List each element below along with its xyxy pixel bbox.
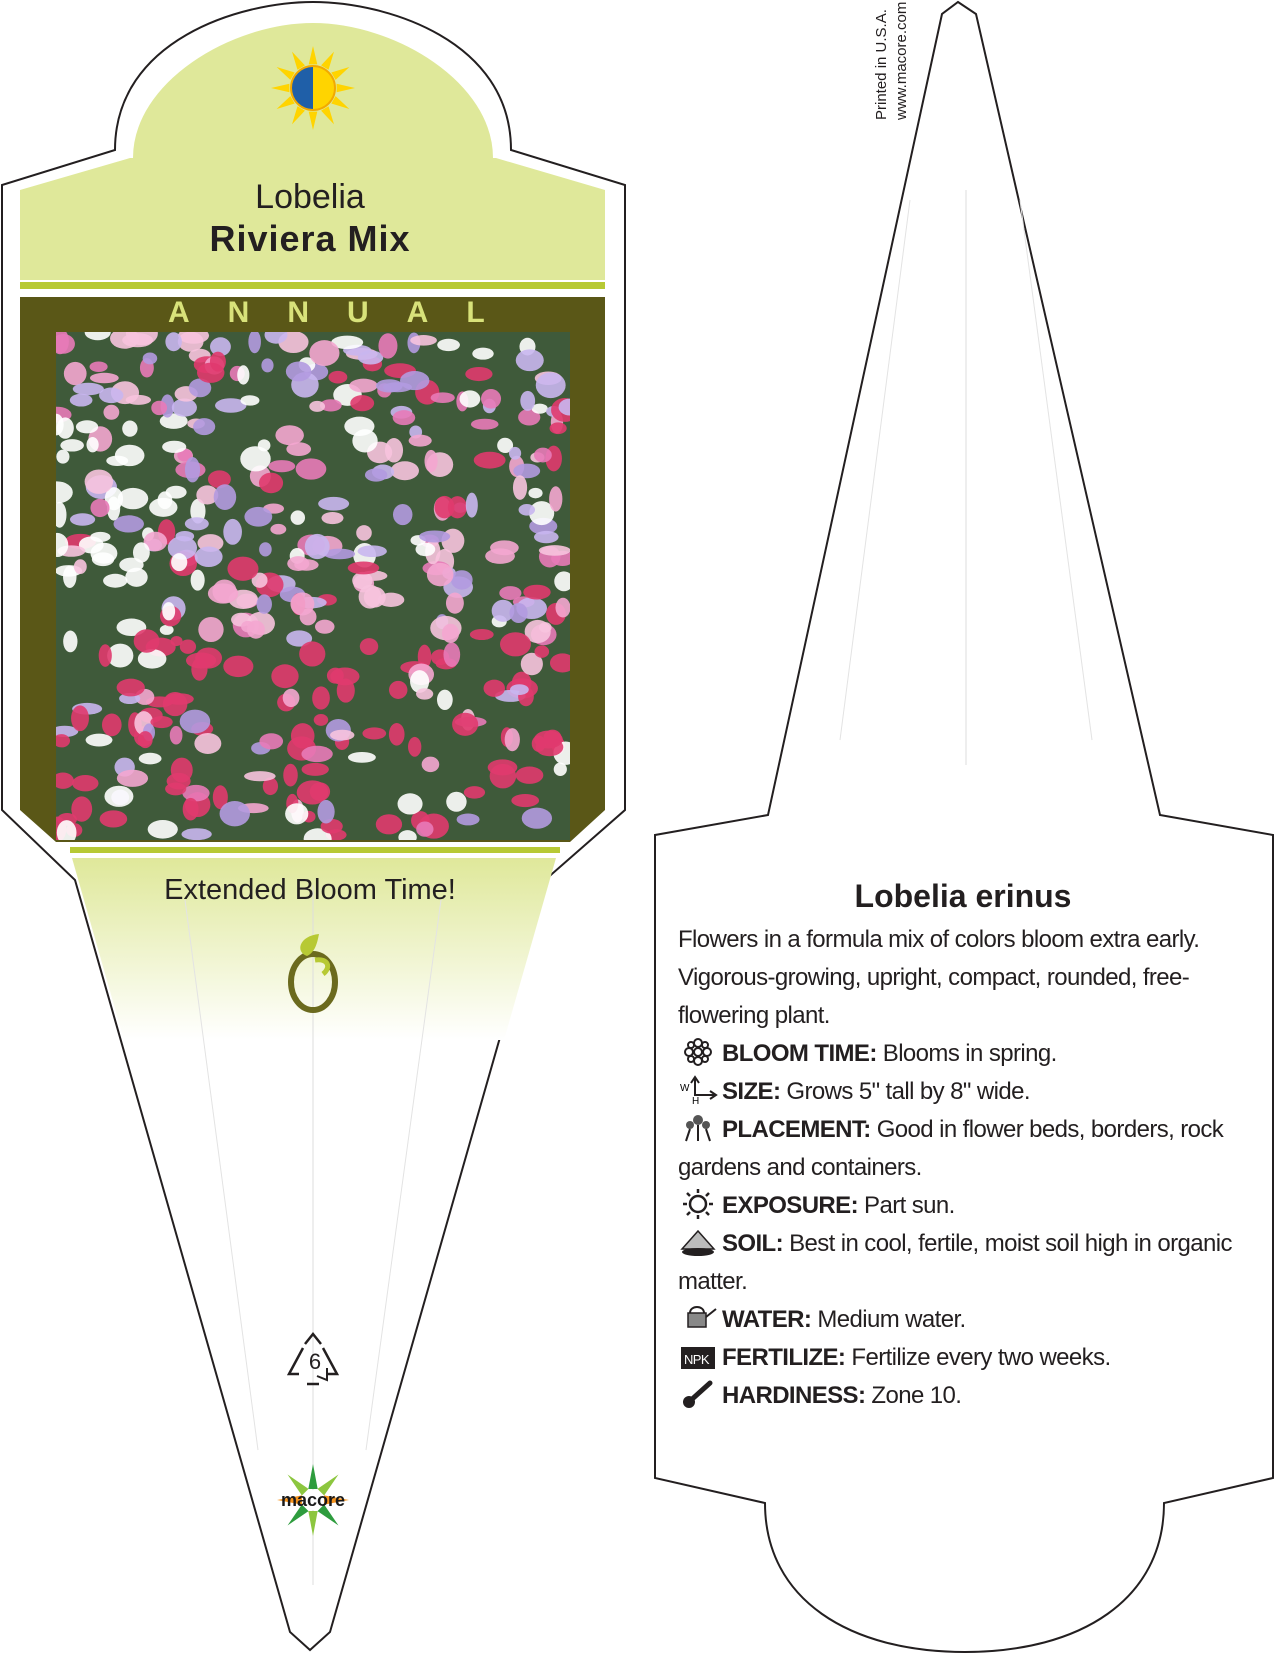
flower-blob bbox=[90, 373, 119, 383]
flower-blob bbox=[315, 620, 335, 634]
care-text: Grows 5" tall by 8" wide. bbox=[780, 1078, 1030, 1105]
flower-photo bbox=[41, 322, 581, 850]
flower-blob bbox=[314, 714, 328, 726]
flower-blob bbox=[500, 632, 531, 656]
flower-blob bbox=[305, 534, 330, 559]
flower-blob bbox=[344, 417, 374, 436]
flower-blob bbox=[102, 713, 122, 736]
flower-blob bbox=[466, 493, 478, 518]
flower-blob bbox=[290, 592, 314, 615]
sun-icon bbox=[678, 1189, 718, 1219]
flower-blob bbox=[510, 684, 529, 695]
latin-name: Lobelia erinus bbox=[854, 878, 1072, 914]
flower-blob bbox=[481, 389, 501, 409]
flower-blob bbox=[99, 388, 123, 404]
care-list bbox=[678, 1035, 1258, 1415]
flower-blob bbox=[165, 332, 182, 351]
flower-blob bbox=[237, 365, 249, 384]
flower-blob bbox=[64, 362, 87, 385]
flower-blob bbox=[408, 737, 421, 757]
flower-blob bbox=[534, 448, 552, 463]
flower-blob bbox=[122, 333, 153, 347]
flower-blob bbox=[158, 491, 173, 509]
flower-blob bbox=[431, 392, 455, 403]
flower-blob bbox=[437, 690, 453, 710]
flower-blob bbox=[148, 820, 178, 839]
flower-blob bbox=[194, 733, 221, 754]
care-text: Fertilize every two weeks. bbox=[845, 1344, 1111, 1371]
flower-blob bbox=[330, 667, 359, 685]
flower-blob bbox=[268, 460, 295, 472]
care-label: PLACEMENT: bbox=[722, 1116, 871, 1143]
flower-blob bbox=[283, 764, 298, 787]
flower-blob bbox=[122, 420, 137, 436]
flower-blob bbox=[73, 383, 104, 395]
flower-blob bbox=[419, 530, 450, 542]
care-row bbox=[678, 1187, 1258, 1225]
flower-blob bbox=[555, 598, 570, 618]
care-row bbox=[678, 1377, 1258, 1415]
care-text: Good in flower beds, borders, rock gardens and containers. bbox=[678, 1116, 1224, 1181]
flower-blob bbox=[186, 652, 216, 668]
flower-blob bbox=[60, 439, 84, 451]
care-row bbox=[678, 1035, 1258, 1073]
flower-blob bbox=[223, 519, 242, 545]
flower-blob bbox=[259, 473, 283, 494]
flower-blob bbox=[358, 545, 387, 557]
flower-blob bbox=[165, 782, 186, 795]
flower-blob bbox=[442, 624, 459, 643]
flower-blob bbox=[287, 556, 309, 571]
care-row bbox=[678, 1339, 1258, 1377]
flower-blob bbox=[115, 445, 145, 466]
flower-blob bbox=[171, 553, 187, 571]
care-label: FERTILIZE: bbox=[722, 1344, 846, 1371]
flower-icon bbox=[678, 1037, 718, 1067]
flower-blob bbox=[513, 475, 527, 500]
flower-blob bbox=[240, 395, 259, 405]
flower-blob bbox=[220, 801, 250, 826]
website-text: www.macore.com bbox=[893, 1, 910, 120]
flower-blob bbox=[318, 497, 349, 511]
flower-blob bbox=[505, 728, 520, 751]
flower-blob bbox=[291, 510, 305, 524]
flower-blob bbox=[389, 681, 408, 699]
care-label: HARDINESS: bbox=[722, 1382, 866, 1409]
flower-blob bbox=[328, 371, 347, 384]
recycle-code: 6 bbox=[308, 1349, 322, 1374]
flower-blob bbox=[286, 361, 311, 381]
care-row bbox=[678, 1073, 1258, 1111]
flower-blob bbox=[291, 723, 315, 748]
flower-blob bbox=[410, 335, 437, 346]
flower-blob bbox=[86, 734, 113, 747]
variety-name: Riviera Mix bbox=[209, 218, 411, 259]
flower-blob bbox=[516, 767, 544, 784]
placement-icon bbox=[678, 1113, 718, 1143]
flower-blob bbox=[509, 603, 527, 623]
flower-blob bbox=[472, 348, 493, 360]
thermometer-icon bbox=[678, 1379, 718, 1409]
flower-blob bbox=[511, 794, 539, 807]
flower-blob bbox=[117, 770, 148, 787]
flower-blob bbox=[191, 570, 205, 591]
flower-blob bbox=[195, 546, 223, 567]
soil-icon bbox=[678, 1227, 718, 1257]
print-info bbox=[872, 2, 912, 120]
flower-blob bbox=[416, 543, 436, 557]
flower-blob bbox=[312, 686, 330, 709]
flower-blob bbox=[378, 333, 397, 358]
flower-blob bbox=[520, 391, 535, 411]
flower-blob bbox=[139, 753, 162, 765]
flower-blob bbox=[271, 664, 298, 688]
care-label: SIZE: bbox=[722, 1078, 781, 1105]
flower-blob bbox=[310, 782, 330, 801]
flower-blob bbox=[90, 361, 108, 371]
flower-blob bbox=[259, 542, 272, 556]
flower-blob bbox=[104, 786, 133, 807]
flower-blob bbox=[85, 469, 113, 493]
flower-blob bbox=[296, 458, 327, 479]
flower-blob bbox=[309, 340, 339, 366]
svg-text:H: H bbox=[692, 1096, 699, 1105]
flower-blob bbox=[261, 358, 273, 372]
flower-blob bbox=[302, 763, 329, 776]
tagline: Extended Bloom Time! bbox=[164, 874, 456, 906]
flower-blob bbox=[118, 488, 148, 509]
flower-blob bbox=[185, 517, 209, 530]
flower-blob bbox=[509, 447, 521, 460]
flower-blob bbox=[516, 349, 544, 371]
flower-blob bbox=[348, 752, 376, 763]
flower-blob bbox=[393, 410, 416, 425]
flower-blob bbox=[536, 372, 566, 398]
flower-blob bbox=[376, 814, 402, 834]
flower-blob bbox=[285, 803, 308, 824]
npk-icon bbox=[678, 1341, 718, 1371]
svg-text:NPK: NPK bbox=[684, 1352, 709, 1367]
flower-blob bbox=[171, 636, 183, 646]
flower-blob bbox=[171, 758, 193, 783]
care-text: Blooms in spring. bbox=[876, 1040, 1057, 1067]
flower-blob bbox=[214, 484, 237, 510]
flower-blob bbox=[126, 395, 151, 405]
printed-in-text: Printed in U.S.A. bbox=[873, 9, 890, 120]
care-text: Best in cool, fertile, moist soil high in organic matter. bbox=[678, 1230, 1232, 1295]
flower-blob bbox=[488, 759, 518, 775]
flower-blob bbox=[183, 798, 199, 821]
flower-blob bbox=[424, 450, 437, 472]
flower-blob bbox=[90, 499, 109, 517]
flower-blob bbox=[138, 649, 167, 669]
flower-blob bbox=[474, 452, 506, 469]
care-label: SOIL: bbox=[722, 1230, 783, 1257]
flower-blob bbox=[348, 561, 380, 574]
flower-blob bbox=[356, 525, 372, 541]
flower-blob bbox=[56, 450, 69, 464]
flower-blob bbox=[528, 488, 542, 498]
flower-blob bbox=[550, 422, 567, 434]
flower-blob bbox=[119, 558, 143, 573]
flower-blob bbox=[519, 504, 535, 516]
flower-blob bbox=[257, 594, 272, 614]
flower-blob bbox=[465, 367, 492, 381]
flower-blob bbox=[427, 563, 454, 586]
care-label: WATER: bbox=[722, 1306, 812, 1333]
flower-blob bbox=[365, 468, 387, 481]
flower-blob bbox=[74, 559, 87, 574]
flower-blob bbox=[317, 800, 334, 824]
flower-blob bbox=[151, 401, 167, 415]
flower-blob bbox=[180, 710, 211, 734]
flower-blob bbox=[522, 808, 552, 829]
flower-blob bbox=[247, 620, 265, 638]
watering-can-icon bbox=[678, 1303, 718, 1333]
flower-blob bbox=[389, 723, 405, 746]
flower-blob bbox=[162, 441, 186, 453]
flower-blob bbox=[359, 585, 382, 609]
care-row bbox=[678, 1225, 1258, 1301]
flower-blob bbox=[134, 629, 160, 652]
flower-blob bbox=[301, 746, 332, 762]
flower-blob bbox=[457, 813, 480, 825]
flower-blob bbox=[240, 446, 270, 471]
flower-blob bbox=[460, 390, 481, 407]
flower-blob bbox=[358, 350, 383, 364]
flower-blob bbox=[197, 363, 224, 383]
flower-blob bbox=[103, 405, 119, 420]
flower-blob bbox=[409, 435, 432, 447]
flower-blob bbox=[244, 771, 276, 781]
care-label: BLOOM TIME: bbox=[722, 1040, 877, 1067]
flower-blob bbox=[464, 786, 485, 798]
flower-blob bbox=[70, 394, 93, 407]
flower-blob bbox=[539, 545, 571, 556]
flower-blob bbox=[162, 602, 175, 620]
flower-blob bbox=[99, 644, 112, 667]
flower-blob bbox=[309, 401, 325, 412]
svg-text:W: W bbox=[680, 1083, 689, 1094]
flower-blob bbox=[330, 730, 354, 741]
flower-blob bbox=[446, 593, 464, 614]
flower-blob bbox=[452, 713, 478, 736]
flower-blob bbox=[198, 617, 223, 642]
flower-blob bbox=[76, 420, 98, 433]
flower-blob bbox=[259, 733, 283, 749]
flower-blob bbox=[471, 419, 499, 430]
flower-blob bbox=[248, 330, 261, 353]
flower-blob bbox=[275, 425, 304, 445]
flower-blob bbox=[165, 693, 194, 705]
size-icon bbox=[678, 1075, 718, 1105]
flower-blob bbox=[321, 512, 343, 524]
care-text: Part sun. bbox=[857, 1192, 955, 1219]
flower-blob bbox=[499, 586, 521, 600]
flower-blob bbox=[362, 727, 386, 739]
annual-label: ANNUAL bbox=[168, 296, 523, 329]
flower-blob bbox=[193, 418, 215, 435]
flower-blob bbox=[143, 353, 158, 365]
care-row bbox=[678, 1301, 1258, 1339]
flower-blob bbox=[72, 775, 98, 791]
flower-blob bbox=[117, 679, 145, 697]
flower-blob bbox=[86, 437, 98, 452]
flower-blob bbox=[63, 631, 77, 653]
care-text: Medium water. bbox=[811, 1306, 966, 1333]
brand-name: macore bbox=[280, 1490, 346, 1510]
care-info bbox=[678, 878, 1258, 1415]
flower-blob bbox=[103, 574, 127, 588]
flower-blob bbox=[223, 656, 253, 678]
flower-blob bbox=[283, 689, 300, 707]
flower-blob bbox=[360, 638, 378, 655]
common-name: Lobelia bbox=[255, 178, 365, 216]
flower-blob bbox=[299, 641, 325, 666]
flower-blob bbox=[451, 570, 473, 589]
flower-blob bbox=[150, 716, 172, 728]
flower-blob bbox=[350, 395, 374, 411]
flower-blob bbox=[376, 379, 403, 392]
flower-blob bbox=[393, 504, 412, 525]
flower-blob bbox=[484, 680, 505, 697]
flower-blob bbox=[71, 705, 89, 731]
flower-blob bbox=[534, 531, 559, 543]
flower-blob bbox=[490, 540, 519, 555]
flower-blob bbox=[416, 821, 433, 836]
flower-blob bbox=[170, 726, 183, 745]
flower-blob bbox=[160, 625, 174, 635]
flower-blob bbox=[513, 464, 540, 479]
flower-blob bbox=[416, 688, 433, 699]
flower-blob bbox=[536, 738, 564, 756]
flower-blob bbox=[113, 515, 143, 532]
flower-blob bbox=[70, 513, 95, 525]
flower-blob bbox=[100, 810, 128, 827]
flower-blob bbox=[446, 792, 466, 812]
flower-blob bbox=[138, 731, 153, 748]
flower-blob bbox=[208, 583, 238, 603]
flower-blob bbox=[437, 339, 460, 351]
flower-blob bbox=[422, 757, 440, 773]
flower-blob bbox=[181, 828, 211, 840]
flower-blob bbox=[554, 762, 567, 775]
flower-blob bbox=[182, 785, 209, 801]
flower-blob bbox=[185, 457, 200, 482]
flower-blob bbox=[398, 793, 423, 814]
care-label: EXPOSURE: bbox=[722, 1192, 858, 1219]
flower-blob bbox=[391, 461, 419, 480]
flower-blob bbox=[549, 486, 562, 511]
flower-blob bbox=[400, 371, 429, 390]
flower-blob bbox=[227, 557, 258, 581]
flower-blob bbox=[349, 379, 377, 393]
flower-blob bbox=[534, 645, 549, 657]
flower-blob bbox=[90, 543, 117, 564]
care-text: Zone 10. bbox=[865, 1382, 962, 1409]
flower-blob bbox=[470, 629, 494, 640]
flower-blob bbox=[270, 524, 286, 535]
flower-blob bbox=[448, 496, 467, 518]
description: Flowers in a formula mix of colors bloom extra early. Vigorous-growing, upright, compact, rounded, free-flowering plant. bbox=[678, 926, 1200, 1029]
care-row bbox=[678, 1111, 1258, 1187]
flower-blob bbox=[443, 642, 460, 667]
flower-blob bbox=[244, 507, 272, 527]
flower-blob bbox=[523, 585, 550, 600]
